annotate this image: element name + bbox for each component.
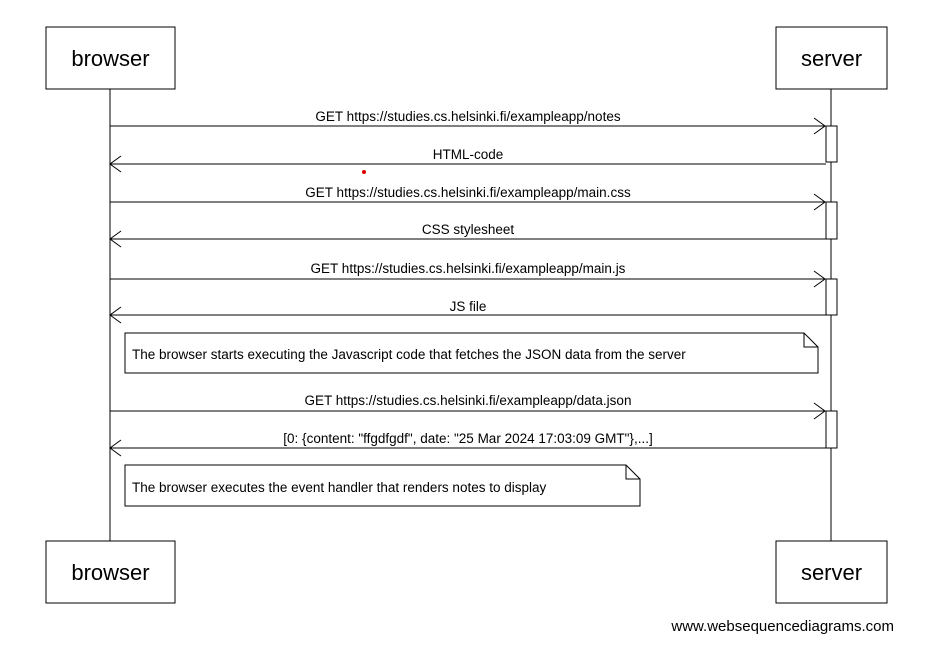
message-html-code [110, 147, 826, 172]
server-activation-3 [826, 279, 837, 315]
message-get-data-json [110, 393, 825, 419]
note-text: The browser starts executing the Javascript code that fetches the JSON data from the server [132, 347, 686, 362]
note-executing-js [125, 333, 818, 373]
message-js-file [110, 299, 826, 323]
message-label: [0: {content: "ffgdfgdf", date: "25 Mar 2024 17:03:09 GMT"},...] [283, 431, 653, 446]
message-label: HTML-code [432, 147, 504, 162]
message-label: GET https://studies.cs.helsinki.fi/exampleapp/notes [315, 109, 621, 124]
message-label: GET https://studies.cs.helsinki.fi/exampleapp/main.js [310, 261, 626, 276]
message-get-js [110, 261, 825, 287]
message-get-css [110, 185, 825, 210]
message-get-notes [110, 109, 825, 134]
message-json-data [110, 431, 826, 456]
server-label: server [800, 46, 863, 71]
server-activation-4 [826, 411, 837, 448]
browser-participant-top [46, 27, 175, 89]
watermark-text: www.websequencediagrams.com [671, 618, 894, 635]
note-event-handler [125, 465, 640, 506]
note-text: The browser executes the event handler that renders notes to display [132, 480, 547, 495]
message-label: GET https://studies.cs.helsinki.fi/exampleapp/main.css [305, 185, 631, 200]
server-label: server [800, 560, 863, 585]
browser-label: browser [71, 560, 150, 585]
red-dot-marker [362, 170, 366, 174]
message-label: CSS stylesheet [421, 222, 515, 237]
server-participant-bottom [776, 541, 887, 603]
message-label: JS file [449, 299, 487, 314]
server-activation-1 [826, 126, 837, 162]
server-participant-top [776, 27, 887, 89]
message-label: GET https://studies.cs.helsinki.fi/exampleapp/data.json [304, 393, 632, 408]
browser-label: browser [71, 46, 150, 71]
message-css-stylesheet [110, 222, 826, 247]
server-activation-2 [826, 202, 837, 239]
browser-participant-bottom [46, 541, 175, 603]
